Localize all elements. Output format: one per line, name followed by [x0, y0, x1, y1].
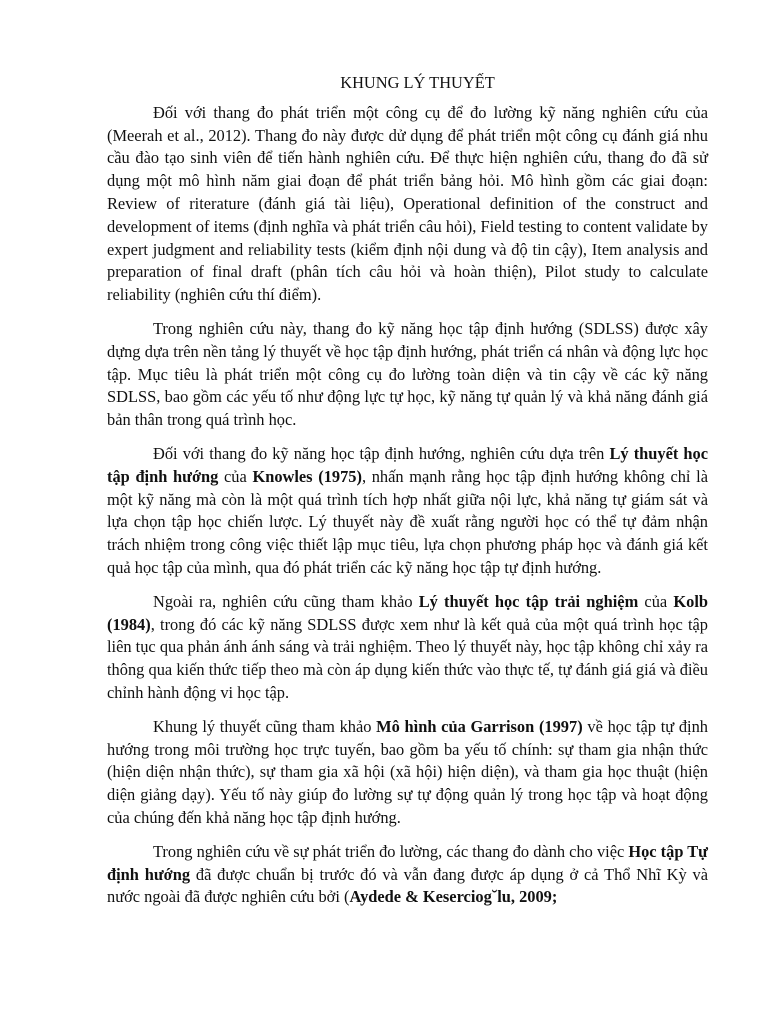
document-body	[107, 102, 708, 909]
text-span: của	[638, 591, 674, 611]
text-span: Đối với thang đo phát triển một công cụ để đo lường kỹ năng nghiên cứu của (Meerah et al., 2012). Thang đo này được dử dụng để phát triển một công cụ đánh giá nhu cầu đào tạo sinh viên để tiến hành nghiên cứu. Để thực hiện nghiên cứu, thang đo đã sử dụng một mô hình năm giai đoạn để phát triển bảng hỏi. Mô hình gồm các giai đoạn: Review of riterature (đánh giá tài liệu), Operational definition of the construct and development of items (định nghĩa và phát triển câu hỏi), Field testing to content validate by expert judgment and reliability tests (kiểm định nội dung và độ tin cậy), Item analysis and preparation of final draft (phân tích câu hỏi và hoàn thiện), Pilot study to calculate reliability (nghiên cứu thí điểm).	[107, 102, 708, 305]
text-span: Ngoài ra, nghiên cứu cũng tham khảo	[153, 591, 419, 611]
text-span: , nhấn mạnh rằng học tập định hướng không chỉ là một kỹ năng mà còn là một quá trình tích hợp nhất giữa nội lực, khả năng tự giám sát và lựa chọn tập học chiến lược. Lý thuyết này đề xuất rằng người học có thể tự đảm nhận trách nhiệm trong công việc thiết lập mục tiêu, lựa chọn phương pháp học và đánh giá kết quả học tập của mình, qua đó phát triển các kỹ năng học tập tự định hướng.	[107, 466, 708, 577]
bold-text: Lý thuyết học tập trải nghiệm	[418, 591, 639, 611]
bold-text: Aydede & Keserciog˘lu, 2009;	[349, 887, 558, 907]
text-span: Đối với thang đo kỹ năng học tập định hướng, nghiên cứu dựa trên	[153, 443, 610, 463]
bold-text: Mô hình của Garrison (1997)	[376, 716, 583, 736]
bold-text: Kolb (1984)	[107, 591, 708, 634]
text-span: về học tập tự định hướng trong môi trường học trực tuyến, bao gồm ba yếu tố chính: sự tham gia nhận thức (hiện diện nhận thức), sự tham gia xã hội (xã hội) hiện diện), và tham gia học thuật (hiện diện giảng dạy). Yếu tố này giúp đo lường sự tự động quản lý trong học tập và hoạt động của chúng đến khả năng học tập định hướng.	[107, 716, 709, 827]
bold-text: Lý thuyết học tập định hướng	[107, 443, 709, 486]
text-span: của	[218, 466, 253, 486]
text-span: Trong nghiên cứu về sự phát triển đo lường, các thang đo dành cho việc	[153, 841, 629, 861]
text-span: Trong nghiên cứu này, thang đo kỹ năng học tập định hướng (SDLSS) được xây dựng dựa trên nền tảng lý thuyết về học tập định hướng, phát triển cá nhân và động lực học tập. Mục tiêu là phát triển một công cụ đo lường toàn diện và tin cậy về các kỹ năng SDLSS, bao gồm các yếu tố như động lực tự học, kỹ năng tự quản lý và khả năng đánh giá bản thân trong quá trình học.	[107, 318, 708, 430]
paragraph	[107, 591, 708, 705]
bold-text: Knowles (1975)	[252, 466, 362, 486]
text-span: , trong đó các kỹ năng SDLSS được xem như là kết quả của một quá trình học tập liên tục qua phản ánh ánh sáng và trải nghiệm. Theo lý thuyết này, học tập không chỉ xảy ra thông qua kiến thức tiếp theo mà còn áp dụng kiến thức vào thực tế, tự đánh giá giá và điều chỉnh hành động vi học tập.	[107, 614, 708, 702]
text-span: Khung lý thuyết cũng tham khảo	[153, 716, 377, 736]
paragraph	[107, 102, 708, 307]
paragraph	[107, 716, 708, 830]
bold-text: Học tập Tự định hướng	[107, 841, 708, 884]
paragraph	[107, 318, 708, 432]
text-span: đã được chuẩn bị trước đó và vẫn đang được áp dụng ở cả Thổ Nhĩ Kỳ và nước ngoài đã được nghiên cứu bởi (	[107, 864, 709, 907]
paragraph	[107, 841, 708, 909]
paragraph	[107, 443, 708, 580]
document-title: KHUNG LÝ THUYẾT	[340, 73, 495, 92]
